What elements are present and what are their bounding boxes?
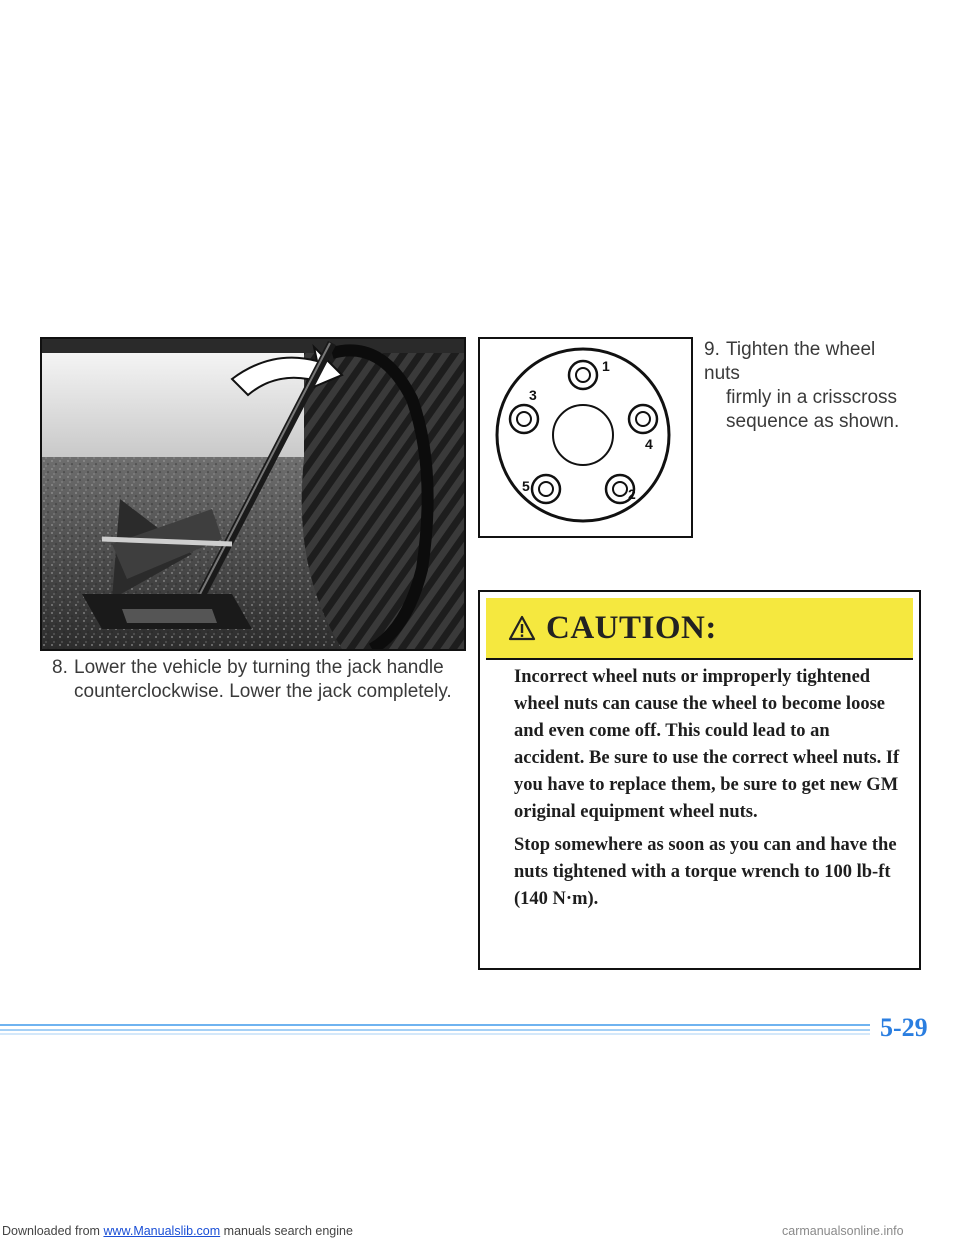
wheel-nut-4 (629, 405, 657, 433)
wheel-nut-diagram (478, 337, 693, 538)
caution-title: CAUTION: (546, 610, 717, 646)
manualslib-link[interactable]: www.Manualslib.com (103, 1224, 221, 1238)
banner-suffix: manuals search engine (223, 1224, 353, 1238)
step-8-number: 8. (52, 657, 68, 678)
page-number: 5-29 (880, 1013, 928, 1042)
nut-label-3: 3 (529, 387, 537, 403)
watermark: carmanualsonline.info (782, 1224, 904, 1238)
download-banner (2, 1224, 353, 1238)
step-9-line-1: Tighten the wheel nuts (704, 339, 876, 384)
wheel-nut-1 (569, 361, 597, 389)
wheel-nut-pattern-illustration (480, 339, 691, 536)
caution-paragraph-1: Incorrect wheel nuts or improperly tightened wheel nuts can cause the wheel to become loose and even come off. This could lead to an accident. Be sure to use the correct wheel nuts. If you have to replace them, be sure to get new GM original equipment wheel nuts. (514, 667, 900, 822)
caution-header (486, 598, 913, 660)
wheel-nut-3 (510, 405, 538, 433)
wheel-nut-5 (532, 475, 560, 503)
footer-rule (0, 1021, 960, 1041)
warning-triangle-icon (508, 615, 536, 641)
caution-box (478, 590, 921, 970)
nut-label-2: 2 (628, 486, 636, 502)
step-8 (52, 656, 482, 704)
step-8-line-2: counterclockwise. Lower the jack completely. (74, 681, 452, 702)
caution-body (514, 664, 901, 919)
nut-label-5: 5 (522, 478, 530, 494)
caution-paragraph-2: Stop somewhere as soon as you can and have the nuts tightened with a torque wrench to 100 lb-ft (140 N·m). (514, 835, 897, 909)
banner-prefix: Downloaded from (2, 1224, 100, 1238)
step-9-number: 9. (704, 339, 720, 360)
jack-illustration (42, 339, 464, 649)
step-9-line-2: firmly in a crisscross (726, 387, 898, 408)
step-9-line-3: sequence as shown. (726, 411, 900, 432)
jack-photo (40, 337, 466, 651)
step-9 (704, 338, 904, 434)
step-8-line-1: Lower the vehicle by turning the jack handle (74, 657, 444, 678)
nut-label-1: 1 (602, 358, 610, 374)
nut-label-4: 4 (645, 436, 653, 452)
